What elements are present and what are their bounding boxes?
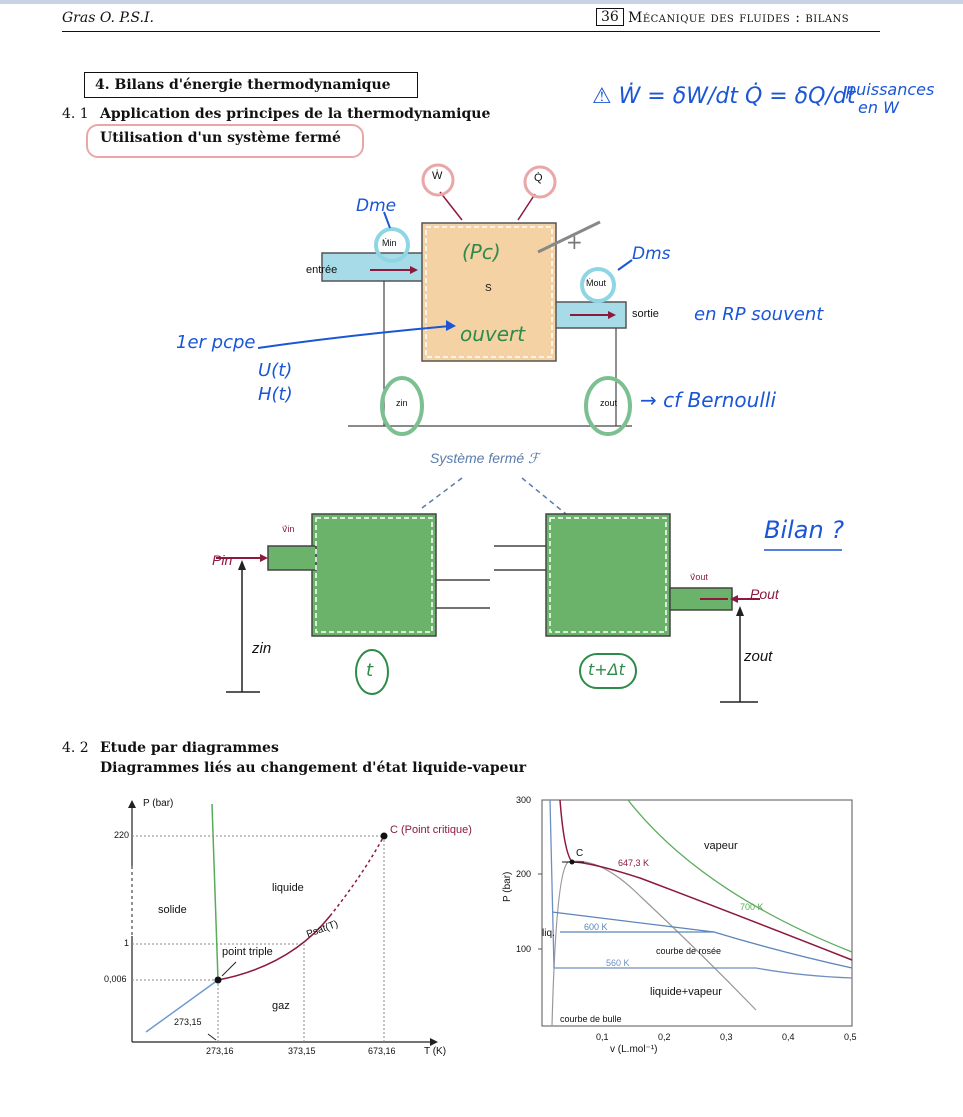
power-unit-note-1: puissances — [846, 80, 935, 99]
inlet-massflow-label: Ṁin — [382, 238, 397, 248]
vout-label: v⃗out — [690, 572, 708, 582]
phase-xtick-37315: 373,15 — [288, 1046, 316, 1056]
t-note: t — [366, 660, 374, 681]
triple-point — [215, 977, 222, 984]
phase-y-arrow — [128, 800, 136, 808]
outlet-massflow-label: Ṁout — [586, 278, 607, 288]
phase-ytick-220: 220 — [114, 830, 130, 840]
clapeyron-ylabel: P (bar) — [502, 871, 513, 902]
principle-arrow — [258, 326, 450, 348]
plus-note: + — [566, 230, 583, 254]
zin-label: zin — [396, 398, 408, 408]
pout-label: Pout — [750, 586, 779, 602]
bernoulli-note: → cf Bernoulli — [640, 388, 777, 412]
work-arrow — [440, 192, 462, 220]
isotherm-560-label: 560 K — [606, 958, 630, 968]
header-title: Mécanique des fluides : bilans — [628, 10, 850, 26]
pin-label: Pin — [212, 552, 233, 568]
inlet-label: entrée — [306, 264, 338, 276]
zout-axis-head — [736, 606, 744, 616]
liquid-short-label: liq. — [542, 928, 555, 939]
isotherm-600-label: 600 K — [584, 922, 608, 932]
subsection2-subtitle: Diagrammes liés au changement d'état liquide-vapeur — [100, 760, 527, 776]
power-unit-note-2: en W — [858, 98, 899, 117]
header-author: Gras O. P.S.I. — [62, 10, 154, 26]
vapour-label: vapeur — [704, 840, 738, 852]
outlet-massflow-note: Dms — [632, 244, 671, 264]
zout-big-label: zout — [744, 648, 773, 665]
closed-system-label: Système fermé ℱ — [430, 450, 540, 466]
enthalpy-note: H(t) — [258, 384, 293, 405]
phase-xtick-67316: 673,16 — [368, 1046, 396, 1056]
clapeyron-xtick-01: 0,1 — [596, 1032, 609, 1042]
inlet-massflow-note: Dme — [356, 196, 397, 216]
clapeyron-xtick-02: 0,2 — [658, 1032, 671, 1042]
system-label: S — [485, 283, 492, 294]
section-title: 4. Bilans d'énergie thermodynamique — [84, 72, 418, 98]
dms-tick — [618, 260, 632, 270]
ouvert-note: ouvert — [460, 322, 526, 346]
vin-label: v⃗in — [282, 524, 295, 534]
heat-arrow — [518, 194, 535, 220]
work-label: Ẇ — [432, 170, 443, 182]
clapeyron-xlabel: v (L.mol⁻¹) — [610, 1044, 658, 1055]
c-label: C — [576, 848, 584, 859]
dew-curve-label: courbe de rosée — [656, 946, 722, 956]
subsection2-number: 4. 2 — [62, 740, 89, 756]
liquid-label: liquide — [272, 882, 304, 894]
pointer-right — [522, 478, 566, 514]
triple-pointer — [222, 962, 236, 976]
fusion-curve — [212, 804, 218, 980]
critical-label: C (Point critique) — [390, 824, 472, 836]
inlet-pipe-t — [268, 546, 316, 570]
phase-ylabel: P (bar) — [143, 798, 174, 809]
phase-xlabel: T (K) — [424, 1046, 447, 1057]
internal-energy-note: U(t) — [258, 360, 293, 381]
bubble-curve-label: courbe de bulle — [560, 1014, 622, 1024]
subsection-title: Application des principes de la thermodynamique — [100, 106, 491, 122]
power-definition-note: ⚠ Ẇ = δW/dt Q̇ = δQ/dt — [592, 84, 856, 109]
zout-label: zout — [600, 398, 618, 408]
closed-system-diagram — [0, 470, 963, 720]
critical-point — [381, 833, 388, 840]
bilan-note: Bilan ? — [764, 516, 845, 544]
isotherm-647-label: 647,3 K — [618, 858, 650, 868]
isotherm-700-label: 700 K — [740, 902, 764, 912]
phase-diagram — [100, 796, 500, 1066]
phase-ytick-0006: 0,006 — [104, 974, 127, 984]
header-rule — [62, 31, 880, 32]
phase-xtick-27316: 273,16 — [206, 1046, 234, 1056]
clapeyron-ytick-200: 200 — [516, 869, 532, 879]
clapeyron-ytick-100: 100 — [516, 944, 532, 954]
subsection2-title: Etude par diagrammes — [100, 740, 279, 756]
first-principle-note: 1er pcpe — [176, 332, 256, 353]
gas-label: gaz — [272, 1000, 290, 1012]
vessel-t — [312, 514, 436, 636]
vaporization-curve-dashed — [330, 836, 384, 916]
page-number: 36 — [596, 8, 624, 26]
solid-label: solide — [158, 904, 187, 916]
pin-arrowhead — [260, 554, 268, 562]
top-border — [0, 0, 963, 4]
subsection-number: 4. 1 — [62, 106, 89, 122]
rp-note: en RP souvent — [694, 304, 824, 325]
clapeyron-xtick-04: 0,4 — [782, 1032, 795, 1042]
liquid-vapour-label: liquide+vapeur — [650, 986, 722, 998]
vessel-dt — [546, 514, 670, 636]
heat-label: Q̇ — [534, 172, 543, 184]
phase-x-arrow — [430, 1038, 438, 1046]
zin-big-label: zin — [252, 640, 272, 657]
clapeyron-xtick-05: 0,5 — [844, 1032, 857, 1042]
zin-axis-head — [238, 560, 246, 570]
small-tick-pointer — [208, 1034, 216, 1040]
phase-ytick-1: 1 — [124, 938, 130, 948]
outlet-label: sortie — [632, 308, 659, 320]
pc-note: (Pc) — [462, 240, 501, 264]
phase-small-tick: 273,15 — [174, 1017, 202, 1027]
clapeyron-diagram — [500, 792, 880, 1072]
clapeyron-xtick-03: 0,3 — [720, 1032, 733, 1042]
subsection-subtitle: Utilisation d'un système fermé — [100, 130, 341, 146]
pointer-left — [422, 478, 462, 508]
triple-label: point triple — [222, 946, 273, 958]
tdt-note: t+Δt — [588, 660, 625, 679]
open-system-diagram — [0, 150, 963, 445]
clapeyron-ytick-300: 300 — [516, 795, 532, 805]
psat-label: Psat(T) — [305, 918, 340, 941]
